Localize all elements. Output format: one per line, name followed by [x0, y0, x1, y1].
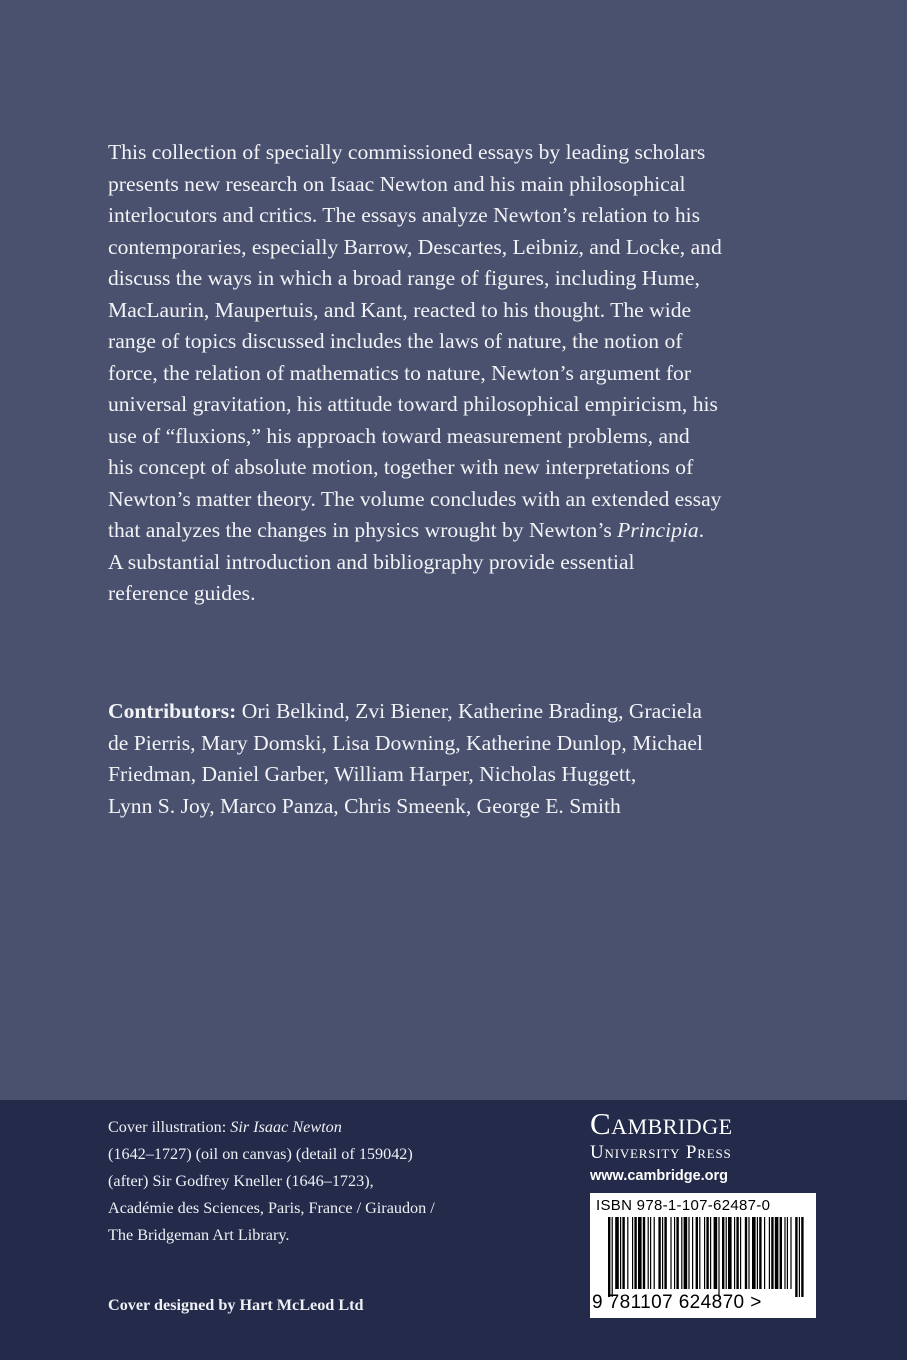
publisher-name-text: Cambridge: [590, 1106, 733, 1141]
publisher-name: [590, 1106, 820, 1142]
description-line: presents new research on Isaac Newton and his main philosophical: [108, 171, 686, 196]
barcode-bar: [699, 1217, 700, 1289]
description-line: contemporaries, especially Barrow, Descartes, Leibniz, and Locke, and: [108, 234, 722, 259]
description-line: use of “fluxions,” his approach toward measurement problems, and: [108, 423, 690, 448]
barcode-bar: [688, 1217, 689, 1289]
publisher-logo: [590, 1106, 820, 1186]
barcode-bar: [718, 1217, 719, 1297]
book-description: [108, 137, 808, 610]
description-line: MacLaurin, Maupertuis, and Kant, reacted to his thought. The wide: [108, 297, 692, 322]
description-line: Newton’s matter theory. The volume concludes with an extended essay: [108, 486, 722, 511]
barcode-bar: [706, 1217, 708, 1289]
barcode-bars: [594, 1217, 812, 1297]
contributors-line: Lynn S. Joy, Marco Panza, Chris Smeenk, George E. Smith: [108, 793, 621, 818]
description-line: range of topics discussed includes the laws of nature, the notion of: [108, 329, 683, 353]
description-text: that analyzes the changes in physics wrought by Newton’s: [108, 518, 618, 542]
barcode-bar: [638, 1217, 642, 1289]
isbn-label: ISBN 978-1-107-62487-0: [596, 1197, 771, 1214]
description-line: his concept of absolute motion, together with new interpretations of: [108, 455, 694, 479]
barcode-bar: [627, 1217, 628, 1289]
barcode-bar: [771, 1217, 773, 1289]
barcode-bar: [726, 1217, 727, 1289]
description-line: A substantial introduction and bibliography provide essential: [108, 549, 635, 574]
barcode-bar: [664, 1217, 666, 1289]
barcode-bar: [622, 1217, 624, 1289]
barcode-bar: [654, 1217, 655, 1289]
barcode-digits: 9 781107 624870 >: [592, 1292, 762, 1313]
description-line: reference guides.: [108, 581, 256, 605]
barcode-bar: [676, 1217, 678, 1289]
cover-illustration-credit: [108, 1114, 528, 1249]
barcode-bar: [670, 1217, 671, 1289]
barcode-bar: [752, 1217, 756, 1289]
contributors-list: [108, 696, 808, 822]
cover-designer-credit: Cover designed by Hart McLeod Ltd: [108, 1296, 364, 1314]
barcode-bar: [775, 1217, 779, 1289]
barcode-bar: [801, 1217, 803, 1297]
contributors-line: Friedman, Daniel Garber, William Harper, Nicholas Huggett,: [108, 762, 637, 786]
description-text: .: [698, 518, 705, 542]
credit-line: (after) Sir Godfrey Kneller (1646–1723),: [108, 1172, 374, 1190]
isbn-barcode: [590, 1193, 816, 1318]
barcode-bar: [704, 1217, 705, 1289]
barcode-bar: [745, 1217, 747, 1289]
barcode-bar: [612, 1217, 613, 1297]
credit-line: Académie des Sciences, Paris, France / Giraudon /: [108, 1199, 435, 1217]
contributors-line: de Pierris, Mary Domski, Lisa Downing, Katherine Dunlop, Michael: [108, 730, 703, 755]
description-line: universal gravitation, his attitude toward philosophical empiricism, his: [108, 392, 718, 416]
barcode-bar: [620, 1217, 621, 1289]
barcode-bar: [615, 1217, 619, 1289]
barcode-bar: [757, 1217, 758, 1289]
barcode-bar: [692, 1217, 693, 1289]
credit-line: [108, 1114, 528, 1141]
barcode-bar: [648, 1217, 649, 1289]
credit-line: The Bridgeman Art Library.: [108, 1226, 290, 1244]
barcode-bar: [674, 1217, 675, 1289]
publisher-press-text: University Press: [590, 1142, 732, 1163]
barcode-bar: [784, 1217, 785, 1289]
barcode-bar: [632, 1217, 633, 1289]
barcode-bar: [696, 1217, 698, 1289]
publisher-press: [590, 1142, 820, 1164]
contributors-label: Contributors:: [108, 699, 237, 723]
barcode-bar: [728, 1217, 732, 1289]
barcode-bar: [608, 1217, 610, 1297]
barcode-bar: [734, 1217, 735, 1289]
barcode-bar: [799, 1217, 800, 1297]
description-line: interlocutors and critics. The essays analyze Newton’s relation to his: [108, 203, 701, 227]
barcode-bar: [658, 1217, 660, 1289]
credit-line: (1642–1727) (oil on canvas) (detail of 159042): [108, 1145, 413, 1163]
barcode-bar: [769, 1217, 770, 1289]
contributors-names: Ori Belkind, Zvi Biener, Katherine Brading, Graciela: [236, 699, 703, 723]
contributors-line: [108, 696, 808, 728]
barcode-bar: [684, 1217, 688, 1289]
barcode-bar: [643, 1217, 645, 1289]
barcode-bar: [748, 1217, 749, 1289]
description-line: This collection of specially commissioned essays by leading scholars: [108, 140, 706, 164]
barcode-bar: [714, 1217, 718, 1289]
barcode-bar: [795, 1217, 797, 1297]
barcode-bar: [634, 1217, 636, 1289]
credit-prefix: Cover illustration:: [108, 1118, 231, 1136]
barcode-bar: [681, 1217, 682, 1289]
publisher-url: www.cambridge.org: [590, 1168, 729, 1184]
barcode-bar: [764, 1217, 765, 1289]
painting-title: Sir Isaac Newton: [230, 1118, 342, 1136]
principia-title: Principia: [617, 518, 699, 542]
barcode-bar: [780, 1217, 782, 1289]
description-line: discuss the ways in which a broad range of figures, including Hume,: [108, 266, 700, 290]
description-line: force, the relation of mathematics to nature, Newton’s argument for: [108, 360, 692, 385]
description-line: [108, 515, 808, 547]
barcode-bar: [710, 1217, 711, 1289]
barcode-bar: [650, 1217, 651, 1289]
barcode-bar: [736, 1217, 738, 1289]
barcode-bar: [787, 1217, 788, 1289]
barcode-bar: [740, 1217, 741, 1289]
barcode-bar: [722, 1217, 724, 1289]
barcode-bar: [790, 1217, 791, 1289]
barcode-bar: [662, 1217, 663, 1289]
barcode-bar: [759, 1217, 761, 1289]
